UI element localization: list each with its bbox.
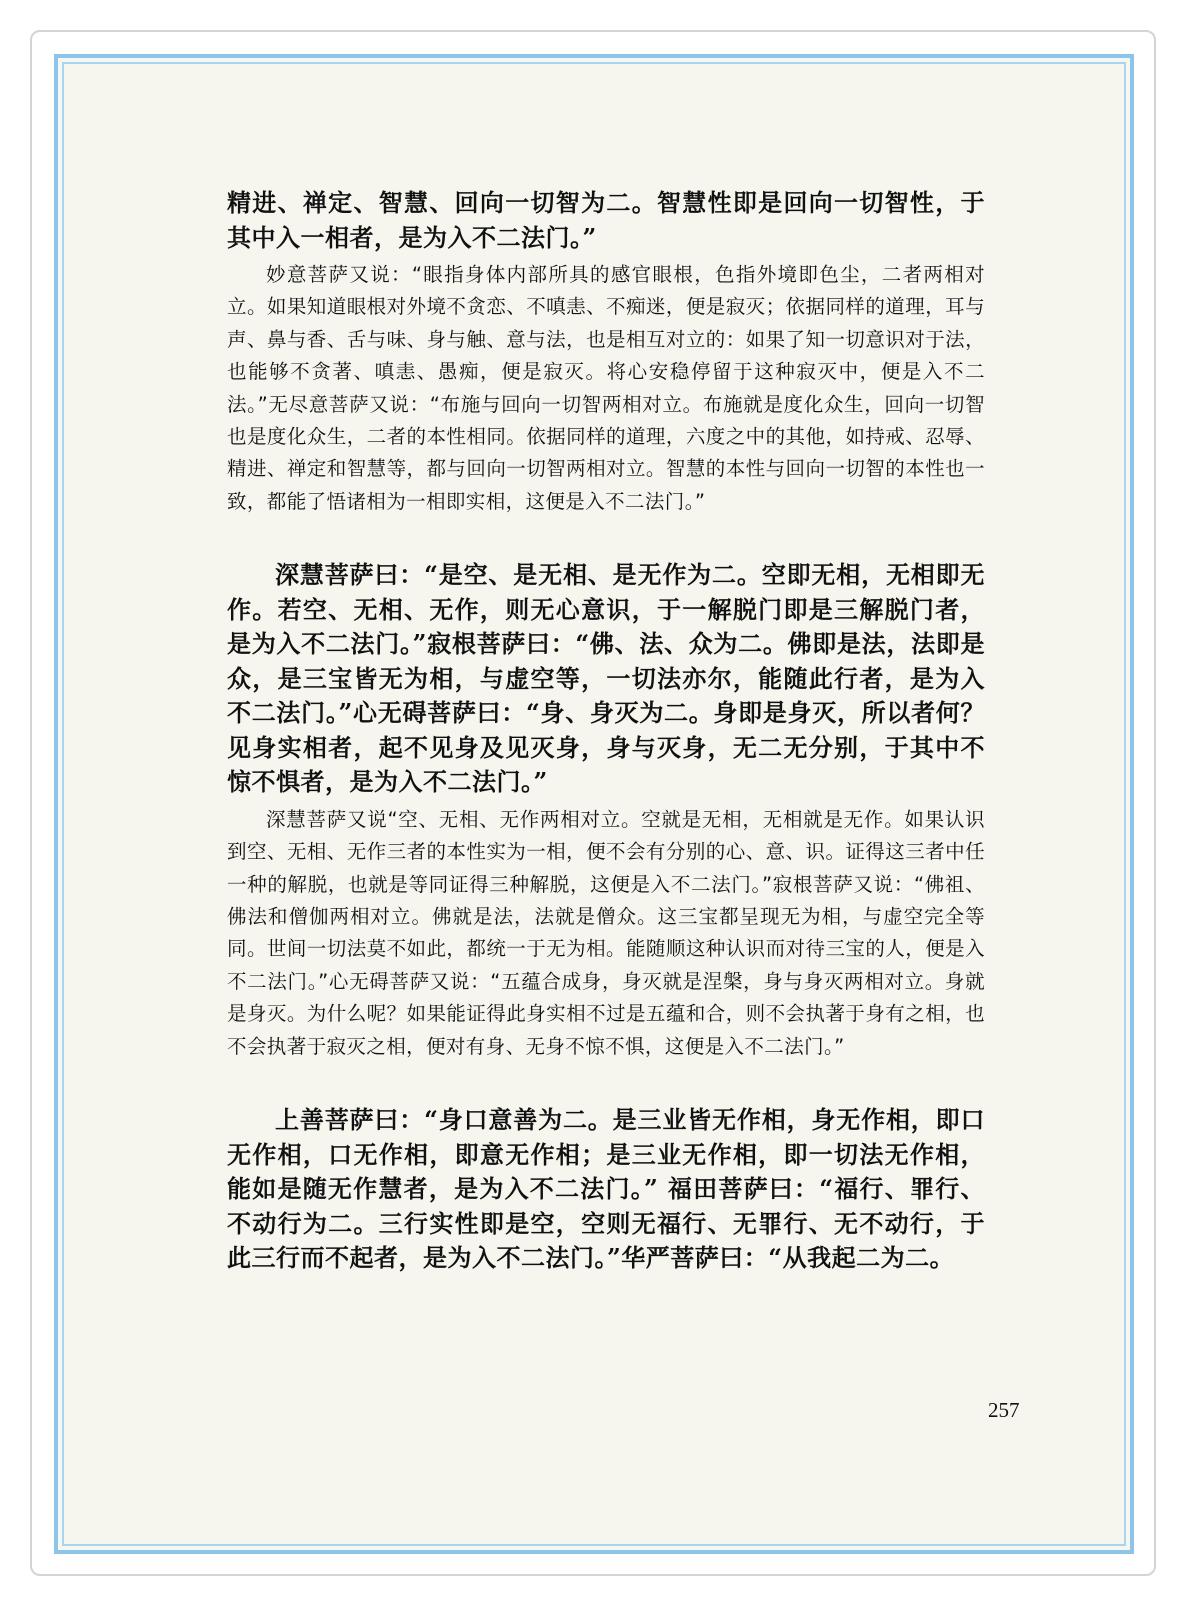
paragraph-translation-2: 深慧菩萨又说“空、无相、无作两相对立。空就是无相，无相就是无作。如果认识到空、无相、无作三者的本性实为一相，便不会有分别的心、意、识。证得这三者中任一种的解脱，也就是等同证得三种解脱，这便是入不二法门。”寂根菩萨又说：“佛祖、佛法和僧伽两相对立。佛就是法，法就是僧众。这三宝都呈现无为相，与虚空完全等同。世间一切法莫不如此，都统一于无为相。能随顺这种认识而对待三宝的人，便是入不二法门。”心无碍菩萨又说：“五蕴合成身，身灭就是涅槃，身与身灭两相对立。身就是身灭。为什么呢？如果能证得此身实相不过是五蕴和合，则不会执著于身有之相，也不会执著于寂灭之相，便对有身、无身不惊不惧，这便是入不二法门。”: [227, 807, 985, 1058]
text-body: [227, 186, 985, 1276]
paragraph-original-3: 上善菩萨曰：“身口意善为二。是三业皆无作相，身无作相，即口无作相，口无作相，即意无作相；是三业无作相，即一切法无作相，能如是随无作慧者，是为入不二法门。” 福田菩萨曰：“福行、罪行、不动行为二。三行实性即是空，空则无福行、无罪行、无不动行，于此三行而不起者，是为入不二法门。”华严菩萨曰：“从我起二为二。: [227, 1105, 985, 1272]
page-number: 257: [988, 1398, 1020, 1422]
page-frame: [54, 54, 1134, 1554]
paragraph-original-2: 深慧菩萨曰：“是空、是无相、是无作为二。空即无相，无相即无作。若空、无相、无作，则无心意识，于一解脱门即是三解脱门者，是为入不二法门。”寂根菩萨曰：“佛、法、众为二。佛即是法，法即是众，是三宝皆无为相，与虚空等，一切法亦尔，能随此行者，是为入不二法门。”心无碍菩萨曰：“身、身灭为二。身即是身灭，所以者何？见身实相者，起不见身及见灭身，身与灭身，无二无分别，于其中不惊不惧者，是为入不二法门。”: [227, 560, 985, 797]
paragraph-translation-1: 妙意菩萨又说：“眼指身体内部所具的感官眼根，色指外境即色尘，二者两相对立。如果知道眼根对外境不贪恋、不嗔恚、不痴迷，便是寂灭；依据同样的道理，耳与声、鼻与香、舌与味、身与触、意与法，也是相互对立的：如果了知一切意识对于法，也能够不贪著、嗔恚、愚痴，便是寂灭。将心安稳停留于这种寂灭中，便是入不二法。”无尽意菩萨又说：“布施与回向一切智两相对立。布施就是度化众生，回向一切智也是度化众生，二者的本性相同。依据同样的道理，六度之中的其他，如持戒、忍辱、精进、禅定和智慧等，都与回向一切智两相对立。智慧的本性与回向一切智的本性也一致，都能了悟诸相为一相即实相，这便是入不二法门。”: [227, 263, 985, 513]
page-inner-border: [62, 62, 1126, 1546]
paragraph-original-1: 精进、禅定、智慧、回向一切智为二。智慧性即是回向一切智性，于其中入一相者，是为入不二法门。”: [227, 188, 985, 252]
